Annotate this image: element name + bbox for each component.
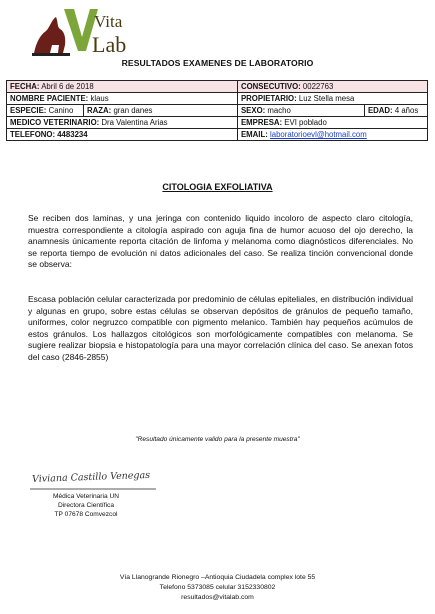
info-row-especie: [7, 105, 428, 117]
consecutivo-value: 0022763: [302, 82, 334, 91]
nombre-label: NOMBRE PACIENTE:: [10, 94, 89, 103]
nombre-value: klaus: [90, 94, 109, 103]
empresa-value: EVI poblado: [284, 118, 327, 127]
telefono-value: 4483234: [57, 130, 88, 139]
sexo-value: macho: [267, 106, 291, 115]
logo-lab-text: Lab: [92, 32, 127, 57]
raza-cell: [84, 105, 238, 117]
propietario-label: PROPIETARIO:: [240, 94, 297, 103]
telefono-label: TELEFONO:: [10, 130, 56, 139]
medico-label: MEDICO VETERINARIO:: [10, 118, 100, 127]
handwritten-signature: [28, 456, 158, 492]
nombre-cell: [7, 93, 238, 105]
signer-title: Médica Veterinaria UN: [53, 493, 119, 500]
email-cell: [237, 129, 427, 141]
propietario-cell: [237, 93, 427, 105]
patient-info-table: [6, 80, 428, 141]
vita-lab-logo-graphic: [30, 5, 140, 63]
empresa-label: EMPRESA:: [240, 118, 283, 127]
especie-cell: [7, 105, 84, 117]
especie-label: ESPECIE:: [10, 106, 47, 115]
consecutivo-cell: [237, 81, 427, 93]
fecha-value: Abril 6 de 2018: [41, 82, 94, 91]
description-paragraph: Se reciben dos laminas, y una jeringa con contenido liquido incoloro de aspecto claro citología, muestra correspondiente a citología aspirado con aguja fina de humor acuoso del ojo derecho, la anamnesis únicamente reporta citación de linfoma y melanoma como diagnósticos diferenciales. No se reporta tiempo de evolución ni datos adicionales del caso. Se realiza tinción convencional donde se observa:: [28, 213, 413, 269]
footer-address: Vía Llanogrande Rionegro –Antioquia Ciudadela complex lote 55: [119, 574, 316, 581]
signer-role: Directora Científica: [57, 502, 115, 509]
fecha-label: FECHA:: [10, 82, 40, 91]
signer-license: TP 07678 Comvezcol: [54, 511, 118, 518]
info-row-fecha: [7, 81, 428, 93]
consecutivo-label: CONSECUTIVO:: [240, 82, 301, 91]
email-label: EMAIL:: [240, 130, 268, 139]
report-title: RESULTADOS EXAMENES DE LABORATORIO: [121, 58, 314, 68]
empresa-cell: [237, 117, 427, 129]
disclaimer-note: "Resultado únicamente valido para la presente muestra": [135, 436, 300, 443]
info-row-telefono: [7, 129, 428, 141]
footer-email: resultados@vitalab.com: [181, 594, 254, 601]
vita-lab-logo: [30, 5, 140, 63]
edad-value: 4 años: [394, 106, 419, 115]
telefono-cell: [7, 129, 238, 141]
info-row-medico: [7, 117, 428, 129]
findings-paragraph: Escasa población celular caracterizada por predominio de células epiteliales, en distribución individual y algunas en grupo, sobre estas células se observan depósitos de gránulos de pequeño tamaño, uniformes, color negruzco compatible con pigmento melanico. También hay pequeños acúmulos de estos gránulos. Los hallazgos citológicos son morfológicamente compatibles con melanoma. Se sugiere realizar biopsia e histopatología para una mayor correlación clínica del caso. Se anexan fotos del caso (2846-2855): [28, 294, 413, 362]
propietario-value: Luz Stella mesa: [298, 94, 355, 103]
medico-cell: [7, 117, 238, 129]
signature-handwriting: Viviana Castillo Venegas: [31, 469, 151, 485]
info-row-nombre: [7, 93, 428, 105]
sexo-label: SEXO:: [240, 106, 266, 115]
edad-label: EDAD:: [367, 106, 393, 115]
email-link[interactable]: laboratorioevl@hotmail.com: [270, 130, 367, 139]
footer-phones: Telefono 5373085 celular 3152330802: [159, 584, 276, 591]
fecha-cell: [7, 81, 238, 93]
medico-value: Dra Valentina Arias: [101, 118, 168, 127]
section-title: CITOLOGIA EXFOLIATIVA: [162, 182, 273, 192]
raza-label: RAZA:: [87, 106, 112, 115]
logo-vita-text: Vita: [94, 12, 123, 31]
sexo-cell: [237, 105, 364, 117]
edad-cell: [364, 105, 427, 117]
raza-value: gran danes: [113, 106, 153, 115]
especie-value: Canino: [48, 106, 74, 115]
